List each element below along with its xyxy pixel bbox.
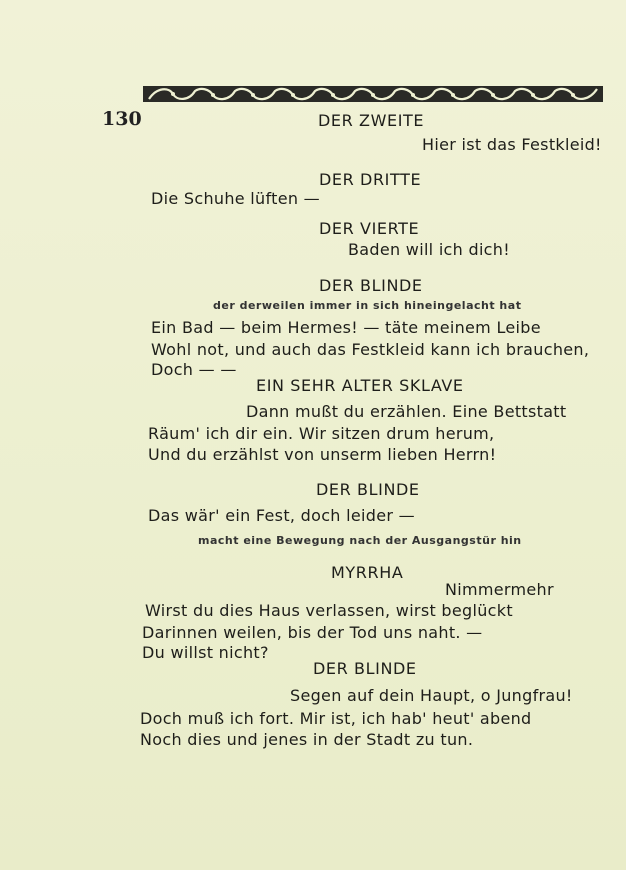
verse-line: Nimmermehr <box>445 580 554 599</box>
page-number: 130 <box>102 108 142 130</box>
speaker-myrrha: MYRRHA <box>331 563 404 582</box>
speaker-der-zweite: DER ZWEITE <box>318 111 425 130</box>
verse-line: Noch dies und jenes in der Stadt zu tun. <box>140 730 474 749</box>
verse-line: Wohl not, und auch das Festkleid kann ich brauchen, <box>151 340 590 359</box>
stage-direction: der derweilen immer in sich hineingelacht hat <box>213 299 522 312</box>
speaker-der-dritte: DER DRITTE <box>319 170 422 189</box>
verse-line: Räum' ich dir ein. Wir sitzen drum herum, <box>148 424 495 443</box>
verse-line: Ein Bad — beim Hermes! — täte meinem Leibe <box>151 318 541 337</box>
speaker-ein-sehr-alter-sklave: EIN SEHR ALTER SKLAVE <box>256 376 464 395</box>
stage-direction: macht eine Bewegung nach der Ausgangstür hin <box>198 534 522 547</box>
ornamental-border-band <box>143 83 603 105</box>
verse-line: Dann mußt du erzählen. Eine Bettstatt <box>246 402 567 421</box>
verse-line: Die Schuhe lüften — <box>151 189 320 208</box>
verse-line: Doch muß ich fort. Mir ist, ich hab' heut' abend <box>140 709 532 728</box>
verse-line: Baden will ich dich! <box>348 240 510 259</box>
verse-line: Das wär' ein Fest, doch leider — <box>148 506 415 525</box>
speaker-der-blinde: DER BLINDE <box>316 480 420 499</box>
verse-line: Segen auf dein Haupt, o Jungfrau! <box>290 686 573 705</box>
speaker-der-blinde: DER BLINDE <box>313 659 417 678</box>
speaker-der-blinde: DER BLINDE <box>319 276 423 295</box>
verse-line: Du willst nicht? <box>142 643 269 662</box>
verse-line: Darinnen weilen, bis der Tod uns naht. — <box>142 623 483 642</box>
verse-line: Und du erzählst von unserm lieben Herrn! <box>148 445 497 464</box>
verse-line: Hier ist das Festkleid! <box>422 135 602 154</box>
verse-line: Doch — — <box>151 360 237 379</box>
verse-line: Wirst du dies Haus verlassen, wirst beglückt <box>145 601 513 620</box>
speaker-der-vierte: DER VIERTE <box>319 219 420 238</box>
